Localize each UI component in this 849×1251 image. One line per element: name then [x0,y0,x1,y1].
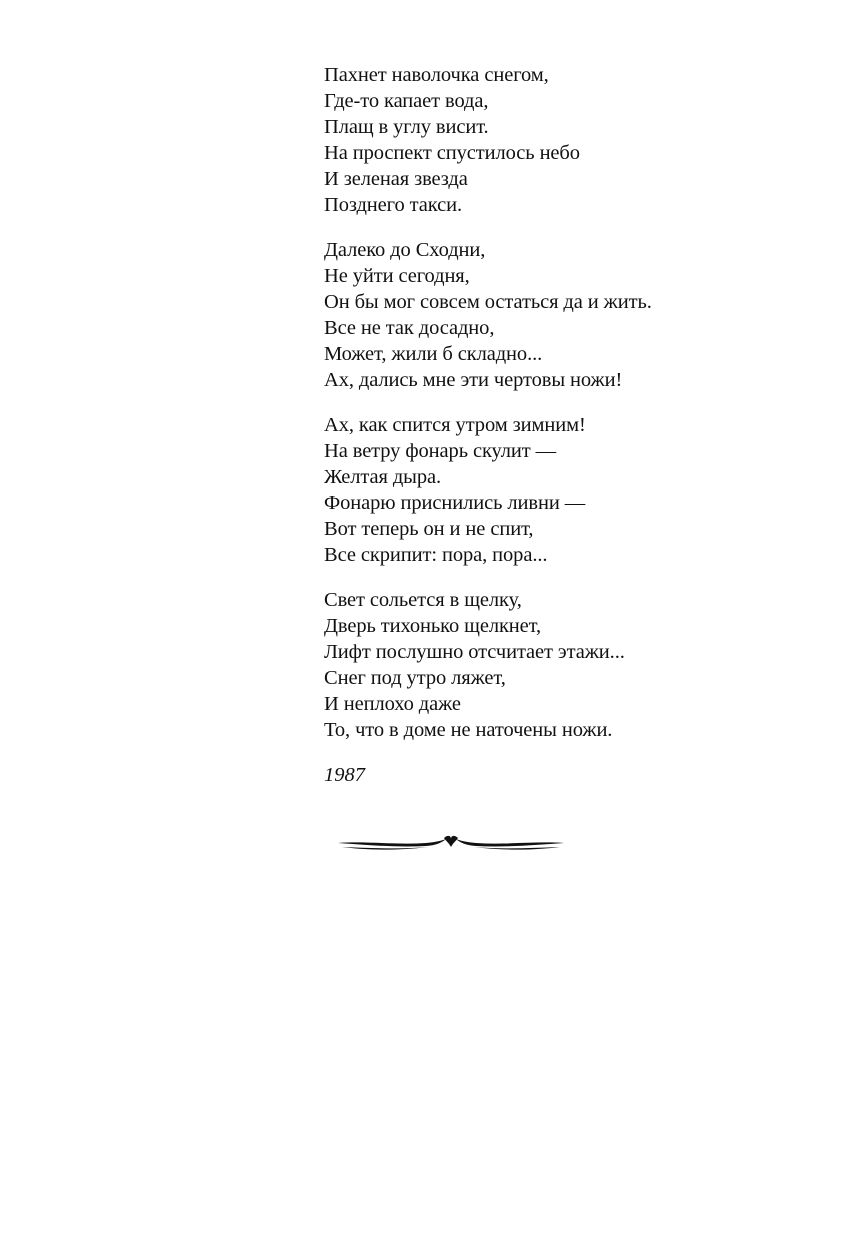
poem-line: Свет сольется в щелку, [324,589,522,611]
stanza-2 [324,237,804,393]
poem-line: Пахнет наволочка снегом, [324,64,549,86]
poem-line: Далеко до Сходни, [324,239,486,261]
poem-line: Он бы мог совсем остаться да и жить. [324,291,652,313]
poem-line: Все не так досадно, [324,317,495,339]
poem-line: Ах, дались мне эти чертовы ножи! [324,369,623,391]
poem-line: На ветру фонарь скулит — [324,440,557,462]
poem-line: На проспект спустилось небо [324,142,580,164]
poem-line: Лифт послушно отсчитает этажи... [324,641,625,663]
poem-line: Все скрипит: пора, пора... [324,544,548,566]
poem-line: Дверь тихонько щелкнет, [324,615,542,637]
poem-line: То, что в доме не наточены ножи. [324,719,613,741]
poem-line: Вот теперь он и не спит, [324,518,534,540]
poem [324,62,804,788]
poem-line: Плащ в углу висит. [324,116,489,138]
poem-line: Снег под утро ляжет, [324,667,506,689]
flourish-divider-icon [336,828,566,858]
poem-line: Желтая дыра. [324,466,441,488]
poem-line: Не уйти сегодня, [324,265,470,287]
poem-line: Ах, как спится утром зимним! [324,414,586,436]
poem-line: И неплохо даже [324,693,461,715]
poem-line: Фонарю приснились ливни — [324,492,586,514]
stanza-1 [324,62,804,218]
poem-line: И зеленая звезда [324,168,468,190]
poem-line: Позднего такси. [324,194,463,216]
poem-line: Может, жили б складно... [324,343,543,365]
poem-line: Где-то капает вода, [324,90,489,112]
stanza-3 [324,412,804,568]
stanza-4 [324,587,804,743]
poem-year: 1987 [324,764,365,786]
